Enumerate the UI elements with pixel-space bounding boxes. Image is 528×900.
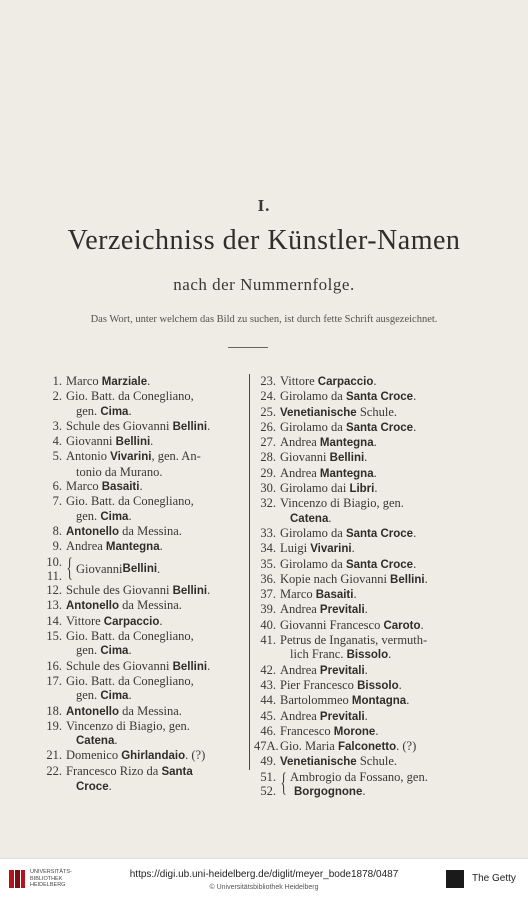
entry-number: 22. — [46, 763, 62, 778]
artist-name: Cima — [100, 645, 129, 658]
artist-name: Previtali — [319, 664, 365, 677]
artist-name: Cima — [100, 405, 129, 418]
entry-text: Luigi — [280, 541, 311, 556]
artist-name: Falconetto — [337, 741, 397, 754]
entry-number: 23. — [260, 374, 276, 388]
list-item — [254, 526, 476, 541]
list-item — [254, 709, 476, 724]
entry-text: Girolamo da — [280, 419, 346, 434]
entry-text: Giovanni — [66, 434, 116, 449]
entry-text: Schule. — [356, 404, 397, 419]
entry-text: gen. — [76, 688, 101, 703]
entry-text: Andrea — [280, 435, 320, 450]
artist-name: Bellini — [172, 420, 208, 433]
list-item — [254, 754, 476, 769]
list-item — [254, 466, 476, 481]
entry-text: . — [373, 465, 377, 480]
entry-number: 11. — [46, 568, 62, 583]
entry-number: 45. — [260, 708, 276, 723]
list-item — [254, 663, 476, 678]
list-item — [254, 618, 476, 633]
list-item — [30, 704, 244, 719]
artist-name: Cima — [100, 510, 129, 523]
list-item — [254, 557, 476, 572]
list-item — [254, 587, 476, 602]
entry-text: . — [373, 435, 377, 450]
entry-number: 44. — [260, 693, 276, 708]
entry-text: gen. — [76, 403, 101, 418]
list-item — [30, 748, 244, 763]
list-item — [30, 374, 244, 389]
entry-text: Marco — [280, 587, 316, 602]
entry-text: Gio. Batt. da Conegliano, — [66, 389, 194, 404]
entry-text: Francesco — [280, 723, 334, 738]
entry-number: 21. — [46, 748, 62, 763]
entry-number: 10. — [46, 554, 62, 569]
entry-number: 47A. — [254, 739, 279, 754]
section-number: I. — [257, 196, 271, 215]
entry-number: 49. — [260, 754, 276, 769]
entry-text: da Messina. — [119, 703, 182, 718]
entry-number: 19. — [46, 718, 62, 733]
list-item — [254, 767, 476, 800]
list-item — [30, 389, 244, 419]
entry-text: Pier Francesco — [280, 677, 358, 692]
entry-text: . — [413, 556, 417, 571]
entry-text: Vittore — [66, 613, 104, 628]
entry-number: 12. — [46, 583, 62, 598]
artist-name: Cima — [100, 690, 129, 703]
artist-name: Previtali — [319, 710, 365, 723]
artist-name: Vivarini — [310, 543, 352, 556]
entry-number: 18. — [46, 703, 62, 718]
artist-name: Antonello — [66, 600, 120, 613]
entry-text: , gen. An- — [151, 449, 201, 464]
entry-number: 33. — [260, 525, 276, 540]
entry-text: Giovanni — [76, 561, 123, 576]
entry-text: gen. — [76, 643, 101, 658]
entry-text: gen. — [76, 508, 101, 523]
entry-number: 28. — [260, 450, 276, 465]
entry-text: . — [374, 481, 378, 496]
entry-text: . — [351, 541, 355, 556]
entry-text: . (?) — [185, 748, 206, 763]
entry-text: . — [139, 479, 143, 494]
entry-text: . — [406, 693, 410, 708]
entry-text: . — [420, 617, 424, 632]
entry-text: Petrus de Inganatis, vermuth- — [280, 633, 428, 648]
list-item — [30, 494, 244, 524]
logo-line: BIBLIOTHEK — [30, 875, 63, 882]
entry-text: Girolamo da — [280, 389, 346, 404]
entry-text: Giovanni Francesco — [280, 617, 384, 632]
entry-text: da Messina. — [119, 598, 182, 613]
entry-text: . — [108, 779, 112, 794]
artist-name: Caroto — [383, 619, 421, 632]
artist-name: Bellini — [172, 660, 208, 673]
entry-text: . — [128, 403, 132, 418]
artist-name: Montagna — [351, 695, 407, 708]
list-item — [30, 524, 244, 539]
entry-number: 40. — [260, 617, 276, 632]
artist-name: Bellini — [172, 585, 208, 598]
entry-text: . — [207, 583, 211, 598]
list-column-right — [254, 374, 476, 799]
permalink-url[interactable]: https://digi.ub.uni-heidelberg.de/diglit/meyer_bode1878/0487 — [129, 869, 399, 880]
entry-number: 9. — [52, 539, 62, 554]
artist-name: Basaiti — [315, 589, 354, 602]
entry-text: Giovanni — [280, 450, 330, 465]
artist-name: Basaiti — [101, 481, 140, 494]
entry-text: Ambrogio da Fossano, gen. — [290, 769, 428, 784]
page-subtitle: nach der Nummernfolge. — [173, 275, 355, 294]
artist-name: Bellini — [390, 573, 425, 586]
entry-number: 6. — [52, 479, 62, 494]
entry-text: . — [150, 434, 154, 449]
artist-name: Borgognone — [294, 786, 363, 799]
entry-text: Andrea — [280, 662, 320, 677]
entry-text: Domenico — [66, 748, 122, 763]
list-item — [30, 479, 244, 494]
entry-text: Girolamo da — [280, 525, 346, 540]
copyright-notice: © Universitätsbibliothek Heidelberg — [209, 884, 319, 891]
list-item — [254, 602, 476, 617]
entry-text: Andrea — [280, 708, 320, 723]
explanatory-note: Das Wort, unter welchem das Bild zu suchen, ist durch fette Schrift ausgezeichnet. — [90, 314, 438, 325]
artist-name: Catena — [76, 735, 115, 748]
artist-name: Carpaccio — [103, 615, 160, 628]
entry-text: . — [413, 525, 417, 540]
artist-name: Mantegna — [319, 437, 374, 450]
entry-text: Gio. Maria — [280, 739, 338, 754]
entry-text: Marco — [66, 479, 102, 494]
entry-number: 36. — [260, 571, 276, 586]
artist-name: Venetianische — [280, 406, 357, 419]
logo-line: HEIDELBERG — [30, 882, 66, 889]
entry-number: 51. — [260, 769, 276, 784]
entry-text: . — [388, 647, 392, 662]
entry-text: tonio da Murano. — [76, 464, 163, 479]
entry-text: Antonio — [66, 449, 111, 464]
entry-number: 8. — [52, 523, 62, 538]
entry-text: . — [364, 708, 368, 723]
entry-number: 4. — [52, 434, 62, 449]
entry-text: . — [364, 602, 368, 617]
entry-text: . — [159, 539, 163, 554]
list-item — [30, 719, 244, 749]
column-divider — [249, 374, 250, 770]
entry-text: . — [364, 450, 368, 465]
artist-name: Santa Croce — [345, 558, 414, 571]
artist-name: Santa Croce — [345, 527, 414, 540]
artist-name: Ghirlandaio — [121, 750, 186, 763]
entry-number: 41. — [260, 633, 276, 648]
list-item — [254, 739, 476, 754]
entry-text: Schule des Giovanni — [66, 418, 173, 433]
entry-number: 39. — [260, 602, 276, 617]
entry-number: 30. — [260, 481, 276, 496]
entry-text: Vincenzo di Biagio, gen. — [66, 718, 190, 733]
entry-text: . — [207, 658, 211, 673]
list-item — [30, 764, 244, 795]
entry-text: Andrea — [280, 465, 320, 480]
artist-name: Catena — [290, 512, 329, 525]
list-item — [254, 633, 476, 663]
list-item — [30, 434, 244, 449]
artist-name: Bellini — [122, 562, 158, 575]
entry-number: 16. — [46, 658, 62, 673]
entry-number: 2. — [52, 389, 62, 404]
getty-logo-icon — [446, 870, 464, 888]
list-item — [254, 450, 476, 465]
entry-number: 35. — [260, 556, 276, 571]
logo-line: UNIVERSITÄTS- — [30, 869, 72, 876]
artist-name: Mantegna — [319, 467, 374, 480]
list-item — [254, 693, 476, 708]
entry-text: . — [128, 688, 132, 703]
list-item — [30, 419, 244, 434]
list-item — [30, 449, 244, 479]
entry-text: Francesco Rizo da — [66, 763, 162, 778]
entry-text: Marco — [66, 374, 102, 388]
entry-number: 17. — [46, 673, 62, 688]
entry-text: Kopie nach Giovanni — [280, 571, 391, 586]
entry-number: 29. — [260, 465, 276, 480]
entry-text: Schule des Giovanni — [66, 658, 173, 673]
page-title: Verzeichniss der Künstler-Namen — [67, 225, 461, 256]
artist-name: Bissolo — [346, 649, 389, 662]
entry-number: 24. — [260, 389, 276, 404]
list-item — [254, 678, 476, 693]
entry-text: Gio. Batt. da Conegliano, — [66, 673, 194, 688]
artist-name: Santa — [161, 765, 193, 778]
list-item — [30, 659, 244, 674]
entry-text: . — [328, 510, 332, 525]
artist-name: Bissolo — [357, 679, 399, 692]
list-column-left — [30, 374, 244, 794]
artist-name: Antonello — [66, 705, 120, 718]
entry-number: 43. — [260, 677, 276, 692]
list-item — [30, 629, 244, 659]
entry-text: . — [375, 723, 379, 738]
entry-text: . — [353, 587, 357, 602]
entry-number: 37. — [260, 587, 276, 602]
entry-text: . — [413, 419, 417, 434]
list-item — [254, 541, 476, 556]
artist-name: Venetianische — [280, 756, 357, 769]
entry-text: Schule. — [356, 754, 397, 769]
artist-name: Libri — [349, 483, 375, 496]
artist-name: Vivarini — [110, 451, 152, 464]
list-item — [30, 539, 244, 554]
entry-text: da Messina. — [119, 523, 182, 538]
artist-name: Santa Croce — [345, 421, 414, 434]
entry-text: . — [373, 374, 377, 388]
entry-text: . — [147, 374, 151, 388]
artist-name: Santa Croce — [345, 391, 414, 404]
entry-number-pair — [254, 770, 280, 800]
entry-text: Vittore — [280, 374, 318, 388]
entry-number: 7. — [52, 494, 62, 509]
list-item — [254, 389, 476, 404]
entry-number: 3. — [52, 418, 62, 433]
entry-text: . — [398, 677, 402, 692]
entry-number: 42. — [260, 662, 276, 677]
list-item — [254, 374, 476, 389]
entry-text: Girolamo dai — [280, 481, 350, 496]
entry-number: 25. — [260, 404, 276, 419]
entry-text: Andrea — [66, 539, 106, 554]
entry-text: . — [413, 389, 417, 404]
brace-icon: { — [66, 552, 73, 582]
entry-text: Gio. Batt. da Conegliano, — [66, 494, 194, 509]
entry-number: 5. — [52, 449, 62, 464]
entry-number-pair — [30, 555, 66, 584]
entry-text: Gio. Batt. da Conegliano, — [66, 629, 194, 644]
entry-text: Girolamo da — [280, 556, 346, 571]
entry-text: . — [364, 662, 368, 677]
entry-number: 14. — [46, 613, 62, 628]
entry-text: Schule des Giovanni — [66, 583, 173, 598]
artist-name: Mantegna — [105, 541, 160, 554]
entry-text: . — [424, 571, 428, 586]
entry-text: lich Franc. — [290, 647, 347, 662]
entry-text: Andrea — [280, 602, 320, 617]
entry-text: . — [159, 613, 163, 628]
list-item — [30, 552, 244, 584]
artist-name: Bellini — [115, 436, 151, 449]
artist-name: Marziale — [101, 376, 148, 388]
partner-name[interactable]: The Getty — [472, 873, 516, 884]
brace-icon: { — [280, 767, 287, 797]
list-item — [254, 481, 476, 496]
entry-number: 34. — [260, 541, 276, 556]
artist-name: Morone — [333, 725, 376, 738]
entry-number: 27. — [260, 435, 276, 450]
list-item — [254, 435, 476, 450]
entry-text: . — [114, 733, 118, 748]
list-item — [30, 674, 244, 704]
entry-number: 1. — [52, 374, 62, 388]
artist-name: Bellini — [329, 452, 365, 465]
entry-number: 26. — [260, 419, 276, 434]
entry-number: 32. — [260, 496, 276, 511]
entry-text: . — [128, 508, 132, 523]
list-item — [30, 614, 244, 629]
artist-name: Carpaccio — [317, 376, 374, 388]
viewer-footer — [0, 858, 528, 900]
entry-text: . — [128, 643, 132, 658]
artist-name: Croce — [76, 781, 109, 794]
list-item — [254, 405, 476, 420]
entry-text: Vincenzo di Biagio, gen. — [280, 496, 404, 511]
list-item — [30, 583, 244, 598]
list-item — [254, 724, 476, 739]
entry-text: . — [362, 784, 366, 799]
entry-number: 46. — [260, 723, 276, 738]
list-item — [30, 598, 244, 613]
list-item — [254, 420, 476, 435]
entry-text: . — [157, 561, 161, 576]
entry-number: 52. — [260, 784, 276, 799]
artist-name: Antonello — [66, 525, 120, 538]
entry-number: 13. — [46, 598, 62, 613]
list-item — [254, 496, 476, 526]
entry-text: . — [207, 418, 211, 433]
divider-rule — [228, 347, 268, 348]
list-item — [254, 572, 476, 587]
entry-text: Bartolommeo — [280, 693, 352, 708]
entry-number: 15. — [46, 629, 62, 644]
entry-text: . (?) — [396, 739, 417, 754]
artist-name: Previtali — [319, 604, 365, 617]
